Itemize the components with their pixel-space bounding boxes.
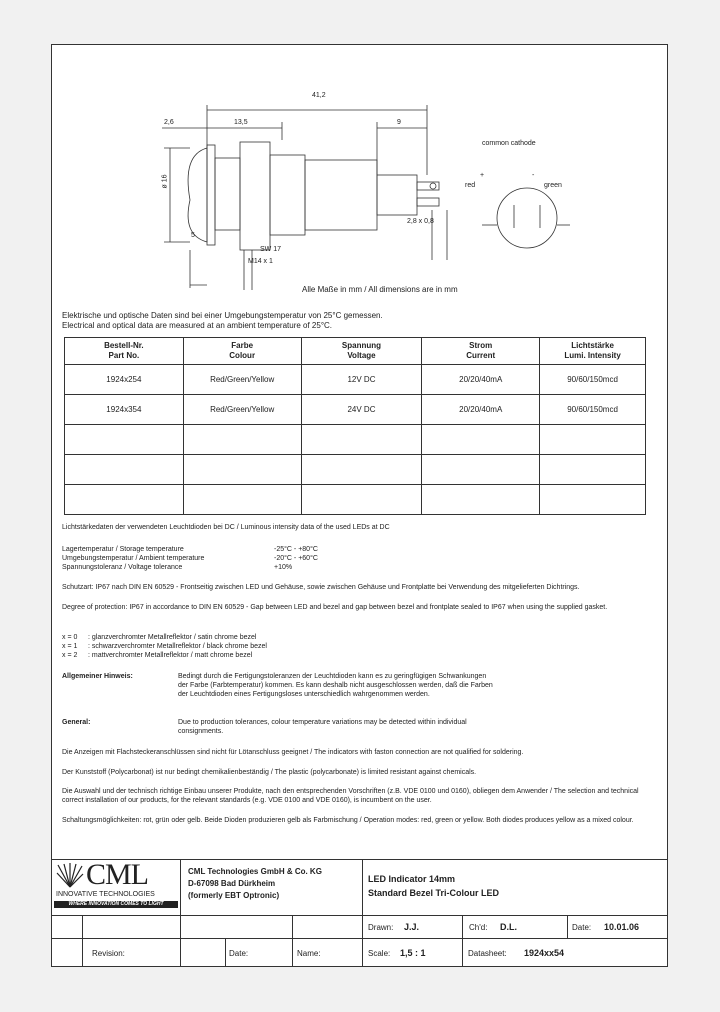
general-de-label: Allgemeiner Hinweis: bbox=[62, 673, 133, 680]
schematic-minus: - bbox=[532, 172, 535, 179]
technical-drawing bbox=[152, 100, 572, 290]
bezel-option-0-key: x = 0 bbox=[62, 634, 78, 641]
bezel-option-1-key: x = 1 bbox=[62, 643, 78, 650]
table-header-row bbox=[65, 338, 646, 365]
table-row bbox=[65, 425, 646, 455]
table-row bbox=[65, 365, 646, 395]
table-row bbox=[65, 395, 646, 425]
table-cell: 90/60/150mcd bbox=[540, 365, 646, 395]
bezel-option-2-text: : mattverchromter Metallreflektor / matt chrome bezel bbox=[88, 652, 253, 659]
table-row bbox=[65, 455, 646, 485]
general-en-label: General: bbox=[62, 719, 91, 726]
table-cell bbox=[540, 455, 646, 485]
table-cell bbox=[301, 425, 422, 455]
condition-storage-value: -25°C - +80°C bbox=[274, 546, 318, 553]
bezel-option-2-key: x = 2 bbox=[62, 652, 78, 659]
cml-burst-icon bbox=[56, 863, 84, 889]
condition-storage-label: Lagertemperatur / Storage temperature bbox=[62, 546, 184, 553]
dim-diameter: ø 16 bbox=[161, 174, 169, 189]
name-label: Name: bbox=[297, 949, 321, 958]
condition-voltage-value: +10% bbox=[274, 564, 293, 571]
table-cell: Red/Green/Yellow bbox=[183, 395, 301, 425]
product-subtitle: Standard Bezel Tri-Colour LED bbox=[368, 888, 500, 898]
schematic-red-label: red bbox=[465, 182, 476, 189]
table-cell: 24V DC bbox=[301, 395, 422, 425]
titleblock-divider bbox=[292, 915, 293, 967]
table-cell: 20/20/40mA bbox=[422, 365, 540, 395]
company-name: CML Technologies GmbH & Co. KG bbox=[188, 867, 322, 876]
table-cell bbox=[65, 455, 184, 485]
dim-d3: 9 bbox=[397, 119, 401, 126]
electrical-note-de: Elektrische und optische Daten sind bei einer Umgebungstemperatur von 25°C gemessen. bbox=[62, 311, 383, 320]
chd-value: D.L. bbox=[500, 922, 517, 932]
dim-d4: 5 bbox=[191, 232, 195, 239]
chd-label: Ch'd: bbox=[469, 923, 488, 932]
revision-date-label: Date: bbox=[229, 949, 249, 958]
date-label: Date: bbox=[572, 923, 592, 932]
table-row bbox=[65, 485, 646, 515]
titleblock-divider bbox=[567, 915, 568, 938]
condition-ambient-value: -20°C - +60°C bbox=[274, 555, 318, 562]
bezel-option-0-text: : glanzverchromter Metallreflektor / satin chrome bezel bbox=[88, 634, 257, 641]
table-cell bbox=[301, 455, 422, 485]
table-cell bbox=[422, 485, 540, 515]
datasheet-value: 1924xx54 bbox=[524, 948, 565, 958]
titleblock-divider bbox=[225, 938, 226, 967]
revision-label: Revision: bbox=[92, 949, 125, 958]
note-chemicals: Der Kunststoff (Polycarbonat) ist nur bedingt chemikalienbeständig / The plastic (polycarbonate) is limited resistant against chemicals. bbox=[62, 769, 477, 776]
drawn-label: Drawn: bbox=[368, 923, 394, 932]
dim-d2: 13,5 bbox=[234, 119, 248, 126]
bezel-option-1-text: : schwarzverchromter Metallreflektor / black chrome bezel bbox=[88, 643, 267, 650]
dim-overall: 41,2 bbox=[312, 92, 326, 99]
dim-sw: SW 17 bbox=[260, 246, 282, 253]
date-value: 10.01.06 bbox=[604, 922, 640, 932]
table-cell: 90/60/150mcd bbox=[540, 395, 646, 425]
general-en-text: Due to production tolerances, colour temperature variations may be detected within individual consignments. bbox=[178, 719, 467, 735]
protection-de: Schutzart: IP67 nach DIN EN 60529 - Frontseitig zwischen LED und Gehäuse, sowie zwischen Gehäuse und Frontplatte bei Verwendung des mitgelieferten Dichtrings. bbox=[62, 584, 580, 591]
electrical-note-en: Electrical and optical data are measured at an ambient temperature of 25°C. bbox=[62, 321, 333, 330]
drawn-value: J.J. bbox=[404, 922, 420, 932]
company-address: D-67098 Bad Dürkheim bbox=[188, 879, 276, 888]
condition-ambient-label: Umgebungstemperatur / Ambient temperature bbox=[62, 555, 205, 562]
note-operation-modes: Schaltungsmöglichkeiten: rot, grün oder gelb. Beide Dioden produzieren gelb als Farbmischung / Operation modes: red, green or yellow. Both diodes produces yellow as a mixed colour. bbox=[62, 817, 634, 824]
table-cell: 12V DC bbox=[301, 365, 422, 395]
company-former: (formerly EBT Optronic) bbox=[188, 891, 280, 900]
dim-d1: 2,6 bbox=[164, 119, 174, 126]
table-cell bbox=[422, 455, 540, 485]
table-cell bbox=[183, 425, 301, 455]
schematic-plus: + bbox=[480, 172, 485, 179]
logo-text: CML bbox=[86, 858, 149, 891]
table-cell bbox=[540, 485, 646, 515]
general-de-text: Bedingt durch die Fertigungstoleranzen der Leuchtdioden kann es zu geringfügigen Schwankungen der Farbe (Farbtemperatur) kommen. Es kann deshalb nicht ausgeschlossen werden, daß die Farben der Leuchtdioden eines Fertigungsloses unterschiedlich wahrgenommen werden. bbox=[178, 673, 493, 698]
table-cell: 1924x254 bbox=[65, 365, 184, 395]
titleblock-row-border bbox=[52, 938, 667, 939]
table-cell bbox=[65, 485, 184, 515]
datasheet-label: Datasheet: bbox=[468, 949, 507, 958]
table-cell bbox=[422, 425, 540, 455]
spec-table bbox=[64, 337, 646, 515]
titleblock-row-border bbox=[52, 915, 667, 916]
scale-value: 1,5 : 1 bbox=[400, 948, 426, 958]
dim-pin: 2,8 x 0,8 bbox=[407, 218, 434, 225]
titleblock-divider bbox=[462, 938, 463, 967]
titleblock-divider bbox=[462, 915, 463, 938]
titleblock-divider bbox=[180, 859, 181, 967]
table-cell: Red/Green/Yellow bbox=[183, 365, 301, 395]
dim-thread: M14 x 1 bbox=[248, 258, 273, 265]
scale-label: Scale: bbox=[368, 949, 391, 958]
header-voltage: Spannung Voltage bbox=[301, 338, 422, 365]
logo-subtitle: INNOVATIVE TECHNOLOGIES bbox=[56, 891, 155, 898]
table-cell bbox=[540, 425, 646, 455]
logo-tagline: WHERE INNOVATION COMES TO LIGHT bbox=[54, 901, 178, 908]
lumi-note: Lichtstärkedaten der verwendeten Leuchtdioden bei DC / Luminous intensity data of the used LEDs at DC bbox=[62, 524, 390, 531]
condition-voltage-label: Spannungstoleranz / Voltage tolerance bbox=[62, 564, 183, 571]
note-installation: Die Auswahl und der technisch richtige Einbau unserer Produkte, nach den entsprechenden Vorschriften (z.B. VDE 0100 und 0160), obliegen dem Anwender / The selection and technical correct installation of our products, for the relevant standards (e.g. VDE 0100 and VDE 0160), is incumbent on the user. bbox=[62, 788, 639, 804]
protection-en: Degree of protection: IP67 in accordance to DIN EN 60529 - Gap between LED and bezel and gap between bezel and frontplate sealed to IP67 when using the supplied gasket. bbox=[62, 604, 608, 611]
table-cell: 1924x354 bbox=[65, 395, 184, 425]
table-cell: 20/20/40mA bbox=[422, 395, 540, 425]
table-cell bbox=[183, 485, 301, 515]
datasheet-sheet bbox=[51, 44, 668, 967]
table-cell bbox=[65, 425, 184, 455]
header-current: Strom Current bbox=[422, 338, 540, 365]
titleblock-divider bbox=[362, 859, 363, 915]
schematic-common-label: common cathode bbox=[482, 140, 536, 147]
header-part-no: Bestell-Nr. Part No. bbox=[65, 338, 184, 365]
header-colour: Farbe Colour bbox=[183, 338, 301, 365]
note-soldering: Die Anzeigen mit Flachsteckeranschlüssen sind nicht für Lötanschluss geeignet / The indicators with faston connection are not qualified for soldering. bbox=[62, 749, 524, 756]
titleblock-divider bbox=[362, 915, 363, 967]
table-cell bbox=[183, 455, 301, 485]
header-intensity: Lichtstärke Lumi. Intensity bbox=[540, 338, 646, 365]
schematic-green-label: green bbox=[544, 182, 562, 189]
table-cell bbox=[301, 485, 422, 515]
units-note: Alle Maße in mm / All dimensions are in mm bbox=[302, 285, 458, 294]
titleblock-divider bbox=[82, 915, 83, 967]
product-title: LED Indicator 14mm bbox=[368, 874, 456, 884]
